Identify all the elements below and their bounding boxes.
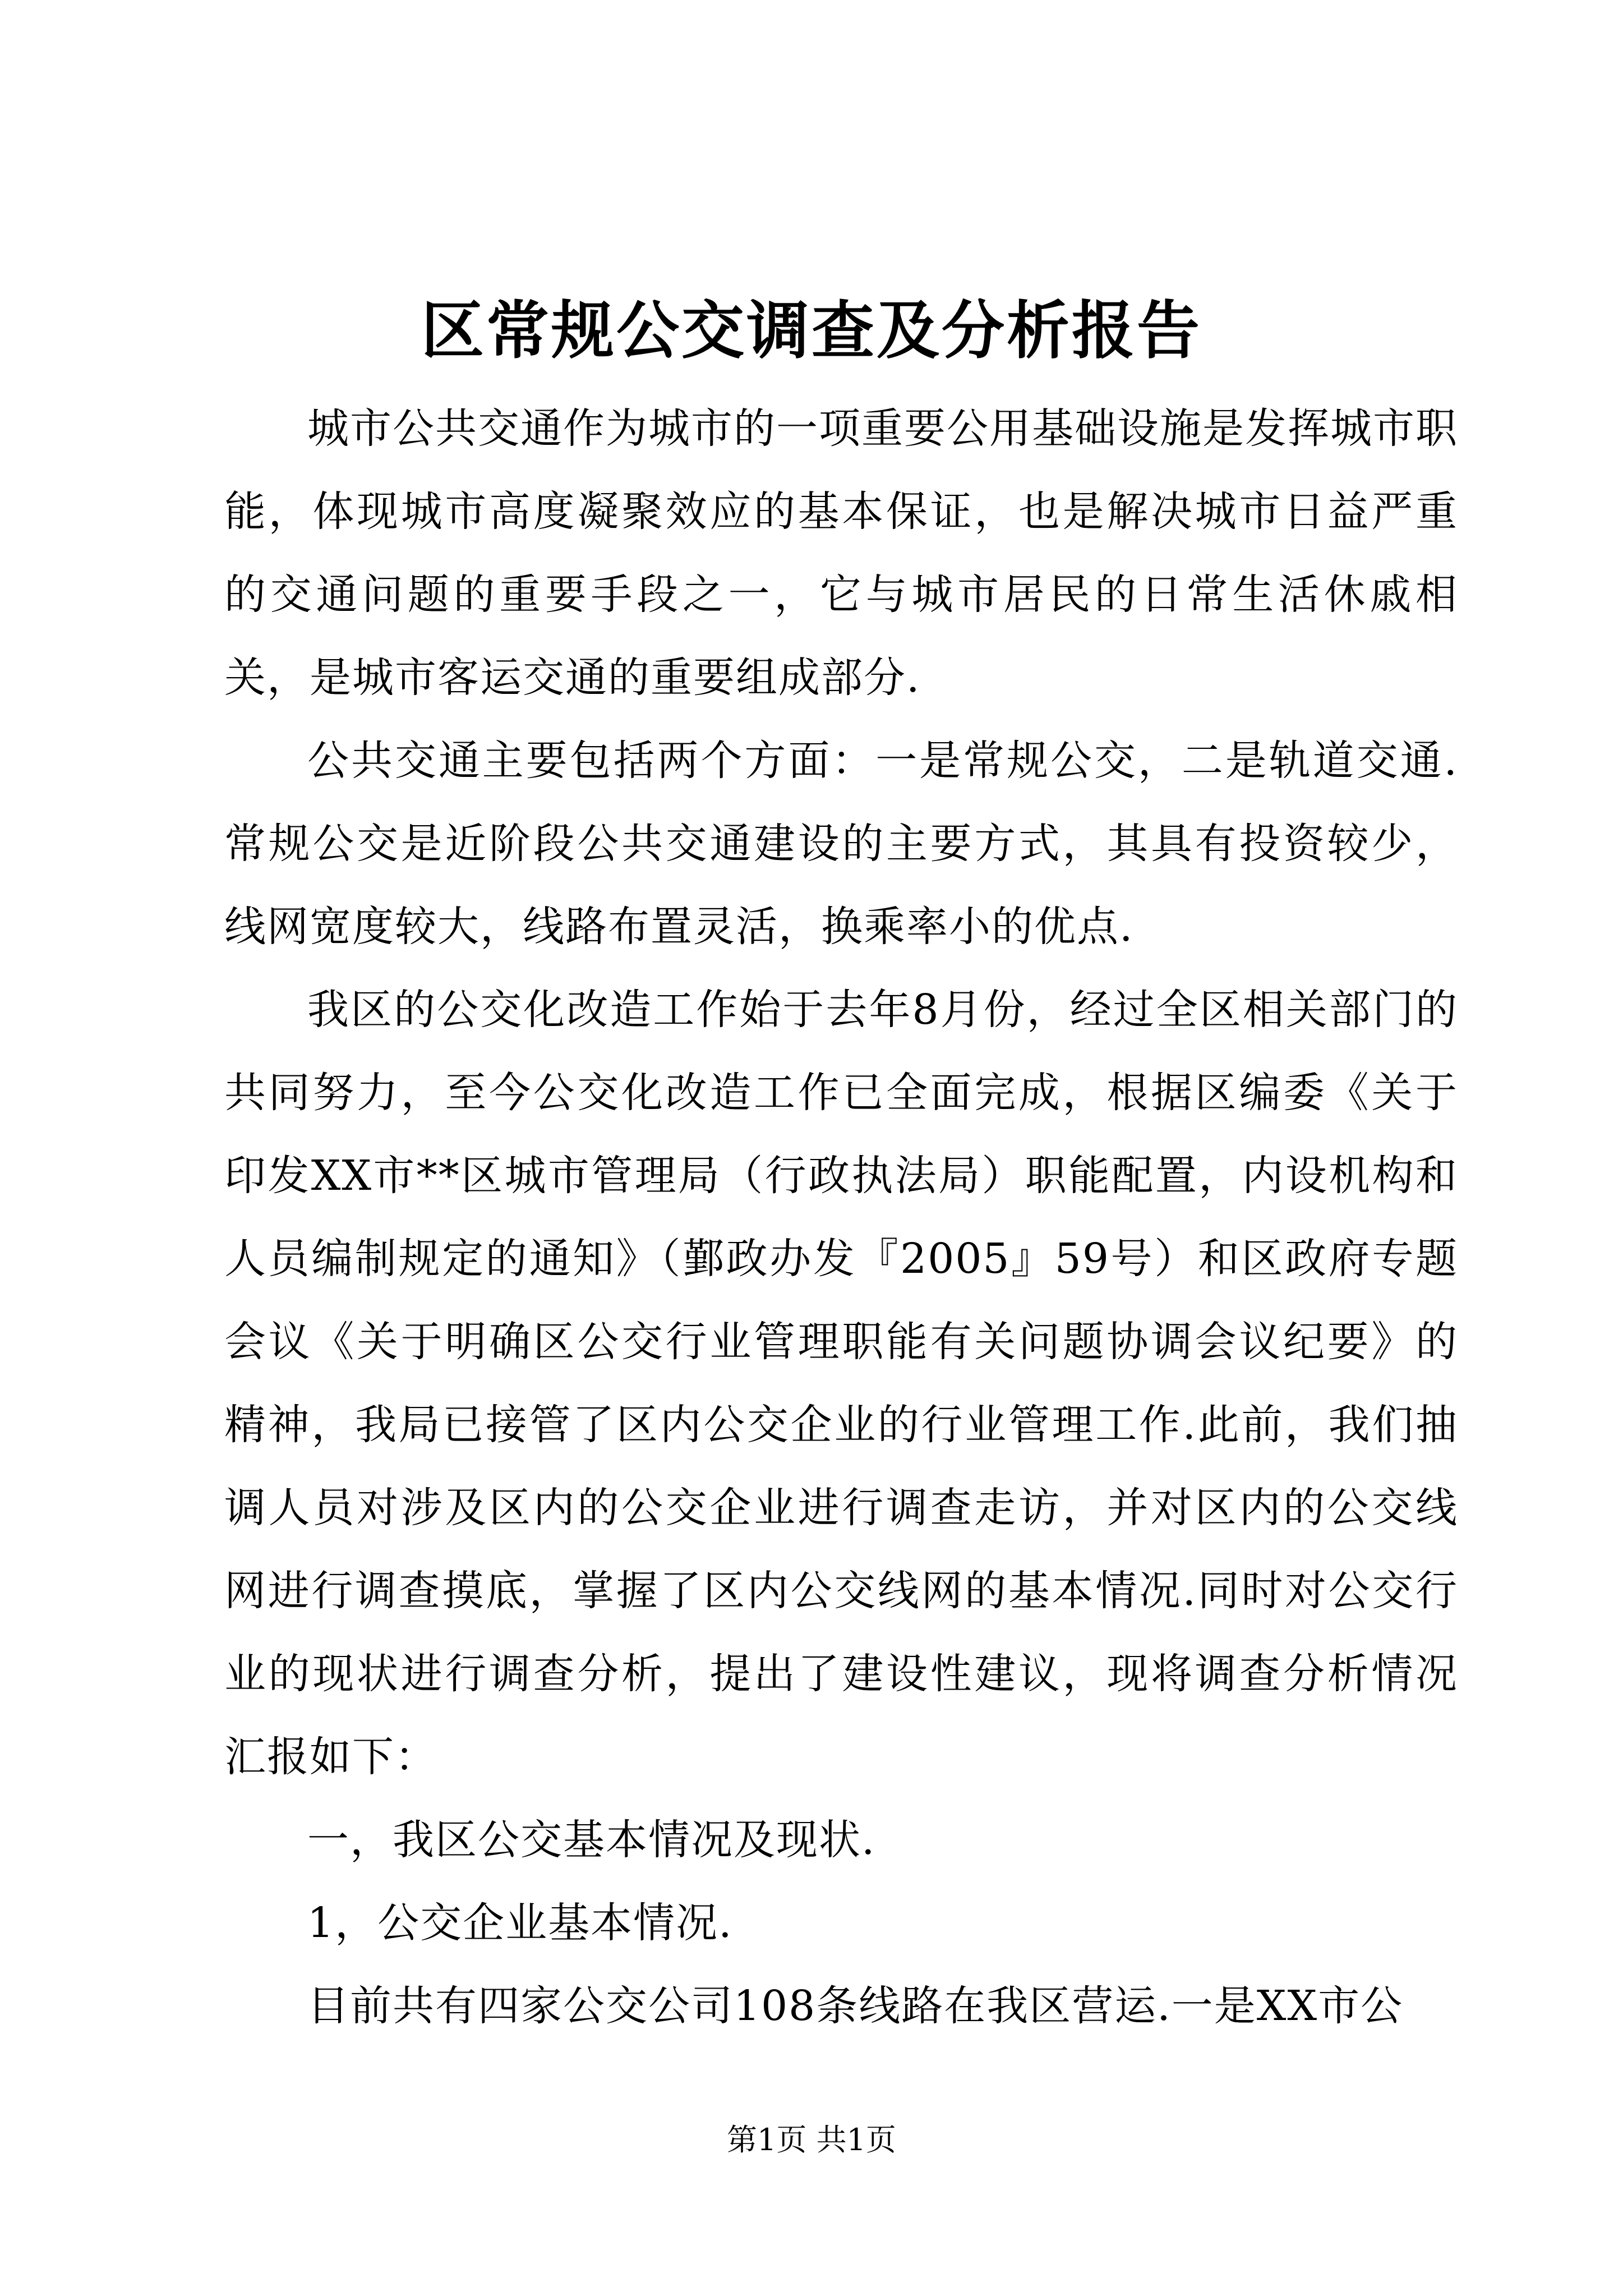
document-title: 区常规公交调查及分析报告	[421, 294, 1202, 367]
subsection-heading-1-1: 1，公交企业基本情况.	[307, 1899, 733, 1947]
section-heading-1: 一，我区公交基本情况及现状.	[307, 1816, 876, 1864]
document-body	[224, 387, 1458, 2047]
paragraph-reform-work: 我区的公交化改造工作始于去年8月份，经过全区相关部门的共同努力，至今公交化改造工作已全面完成，根据区编委《关于印发XX市**区城市管理局（行政执法局）职能配置，内设机构和人员编制规定的通知》（鄞政办发『2005』59号）和区政府专题会议《关于明确区公交行业管理职能有关问题协调会议纪要》的精神，我局已接管了区内公交企业的行业管理工作.此前，我们抽调人员对涉及区内的公交企业进行调查走访，并对区内的公交线网进行调查摸底，掌握了区内公交线网的基本情况.同时对公交行业的现状进行调查分析，提出了建设性建议，现将调查分析情况汇报如下：	[224, 986, 1458, 1781]
paragraph-companies: 目前共有四家公交公司108条线路在我区营运.一是XX市公	[307, 1982, 1404, 2030]
paragraph-public-transport-aspects: 公共交通主要包括两个方面：一是常规公交，二是轨道交通.常规公交是近阶段公共交通建设的主要方式，其具有投资较少，线网宽度较大，线路布置灵活，换乘率小的优点.	[224, 737, 1458, 951]
page-number-footer: 第1页 共1页	[727, 2122, 896, 2157]
paragraph-intro: 城市公共交通作为城市的一项重要公用基础设施是发挥城市职能，体现城市高度凝聚效应的基本保证，也是解决城市日益严重的交通问题的重要手段之一，它与城市居民的日常生活休戚相关，是城市客运交通的重要组成部分.	[224, 404, 1458, 702]
